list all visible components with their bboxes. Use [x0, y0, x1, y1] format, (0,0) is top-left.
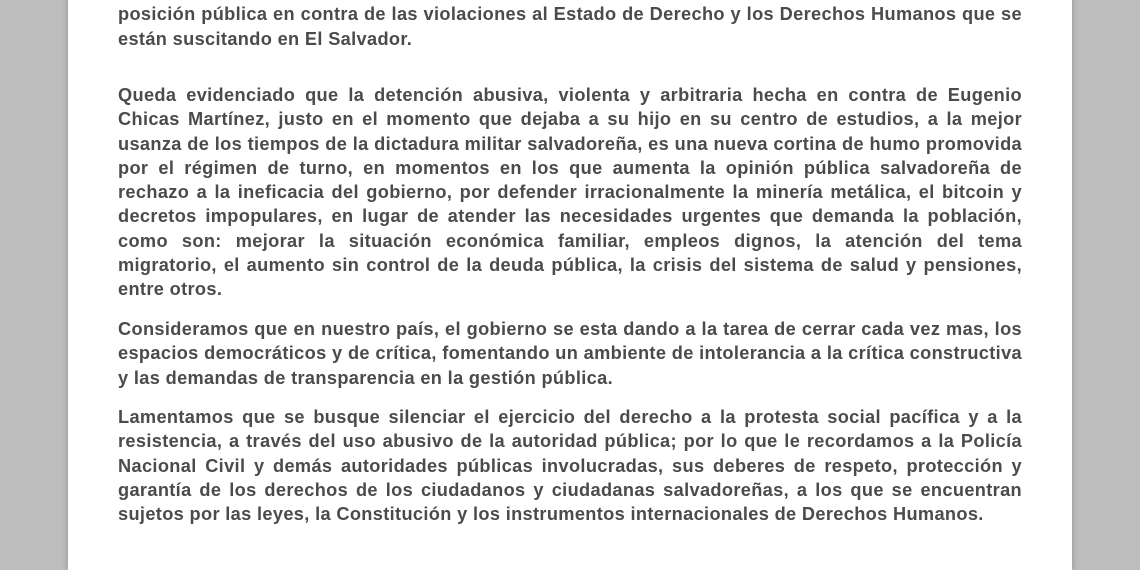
paragraph-2: Queda evidenciado que la detención abusiva, violenta y arbitraria hecha en contra de Eugenio Chicas Martínez, justo en el momento que dejaba a su hijo en su centro de estudios, a la mejor usanza de los tiempos de la dictadura militar salvadoreña, es una nueva cortina de humo promovida por el régimen de turno, en momentos en los que aumenta la opinión pública salvadoreña de rechazo a la ineficacia del gobierno, por defender irracionalmente la minería metálica, el bitcoin y decretos impopulares, en lugar de atender las necesidades urgentes que demanda la población, como son: mejorar la situación económica familiar, empleos dignos, la atención del tema migratorio, el aumento sin control de la deuda pública, la crisis del sistema de salud y pensiones, entre otros.: [118, 85, 1022, 300]
paragraph-3: Consideramos que en nuestro país, el gobierno se esta dando a la tarea de cerrar cada vez mas, los espacios democráticos y de crítica, fomentando un ambiente de intolerancia a la crítica constructiva y las demandas de transparencia en la gestión pública.: [118, 319, 1022, 388]
paragraph-4: Lamentamos que se busque silenciar el ejercicio del derecho a la protesta social pacífica y a la resistencia, a través del uso abusivo de la autoridad pública; por lo que le recordamos a la Policía Nacional Civil y demás autoridades públicas involucradas, sus deberes de respeto, protección y garantía de los derechos de los ciudadanos y ciudadanas salvadoreñas, a los que se encuentran sujetos por las leyes, la Constitución y los instrumentos internacionales de Derechos Humanos.: [118, 407, 1022, 525]
paragraph-1: posición pública en contra de las violaciones al Estado de Derecho y los Derechos Humanos que se están suscitando en El Salvador.: [118, 4, 1022, 49]
